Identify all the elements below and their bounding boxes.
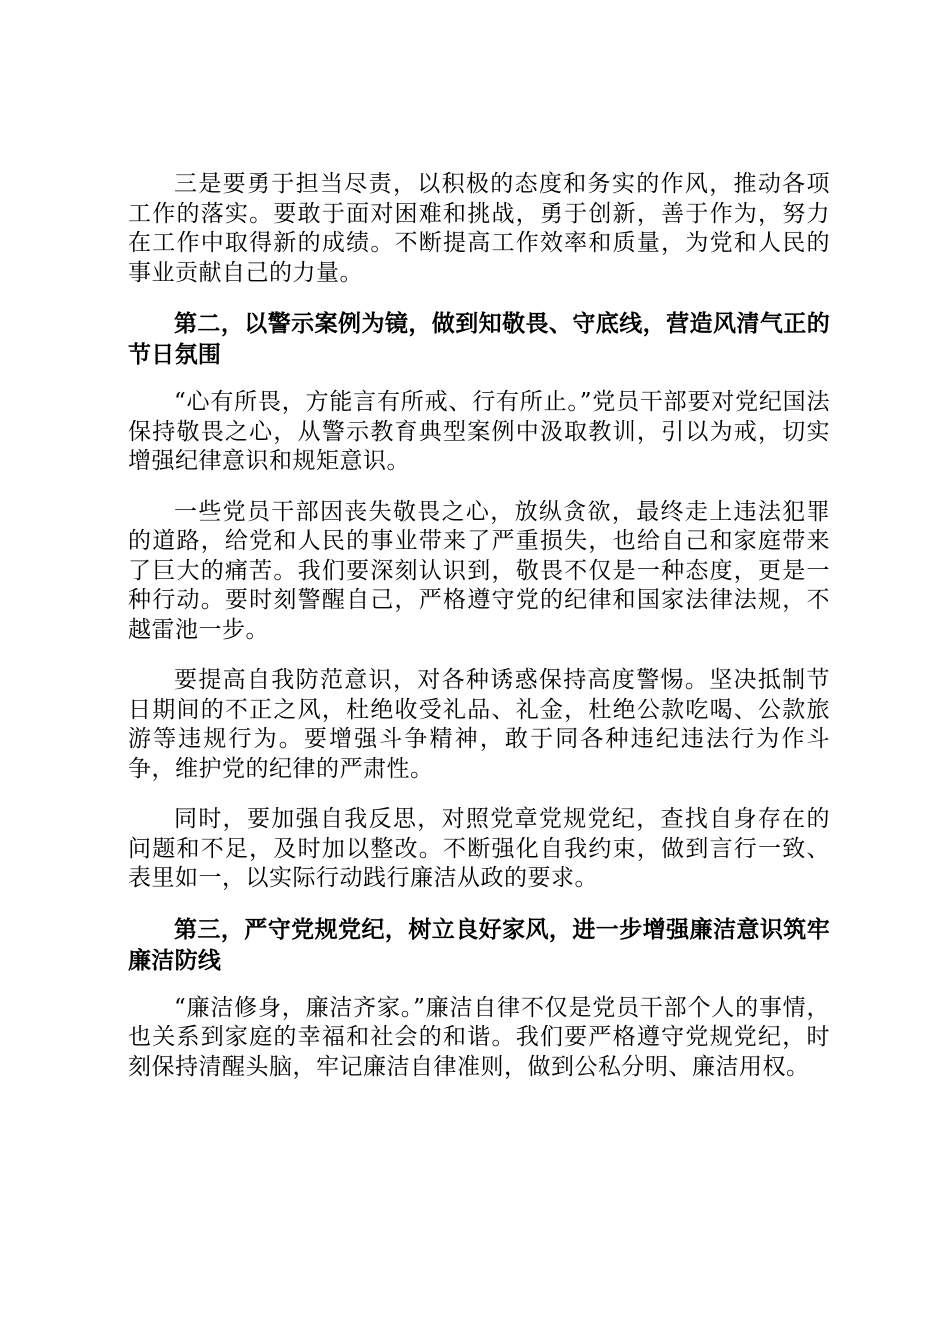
paragraph-awe-quote: “心有所畏，方能言有所戒、行有所止。”党员干部要对党纪国法保持敬畏之心，从警示教育典型案例中汲取教训，引以为戒，切实增强纪律意识和规矩意识。 xyxy=(128,389,830,474)
paragraph-self-defense: 要提高自我防范意识，对各种诱惑保持高度警惕。坚决抵制节日期间的不正之风，杜绝收受礼品、礼金，杜绝公款吃喝、公款旅游等违规行为。要增强斗争精神，敢于同各种违纪违法行为作斗争，维护党的纪律的严肃性。 xyxy=(128,667,830,782)
paragraph-warning-cases: 一些党员干部因丧失敬畏之心，放纵贪欲，最终走上违法犯罪的道路，给党和人民的事业带来了严重损失，也给自己和家庭带来了巨大的痛苦。我们要深刻认识到，敬畏不仅是一种态度，更是一种行动。要时刻警醒自己，严格遵守党的纪律和国家法律法规，不越雷池一步。 xyxy=(128,498,830,643)
section-heading-three: 第三，严守党规党纪，树立良好家风，进一步增强廉洁意识筑牢廉洁防线 xyxy=(128,916,830,974)
paragraph-responsibility: 三是要勇于担当尽责，以积极的态度和务实的作风，推动各项工作的落实。要敢于面对困难和挑战，勇于创新，善于作为，努力在工作中取得新的成绩。不断提高工作效率和质量，为党和人民的事业贡献自己的力量。 xyxy=(128,171,830,286)
paragraph-self-reflection: 同时，要加强自我反思，对照党章党规党纪，查找自身存在的问题和不足，及时加以整改。不断强化自我约束，做到言行一致、表里如一，以实际行动践行廉洁从政的要求。 xyxy=(128,806,830,891)
paragraph-integrity-family: “廉洁修身，廉洁齐家。”廉洁自律不仅是党员干部个人的事情，也关系到家庭的幸福和社会的和谐。我们要严格遵守党规党纪，时刻保持清醒头脑，牢记廉洁自律准则，做到公私分明、廉洁用权。 xyxy=(128,994,830,1080)
document-page xyxy=(128,170,830,1103)
section-heading-two: 第二，以警示案例为镜，做到知敬畏、守底线，营造风清气正的节日氛围 xyxy=(128,311,830,368)
